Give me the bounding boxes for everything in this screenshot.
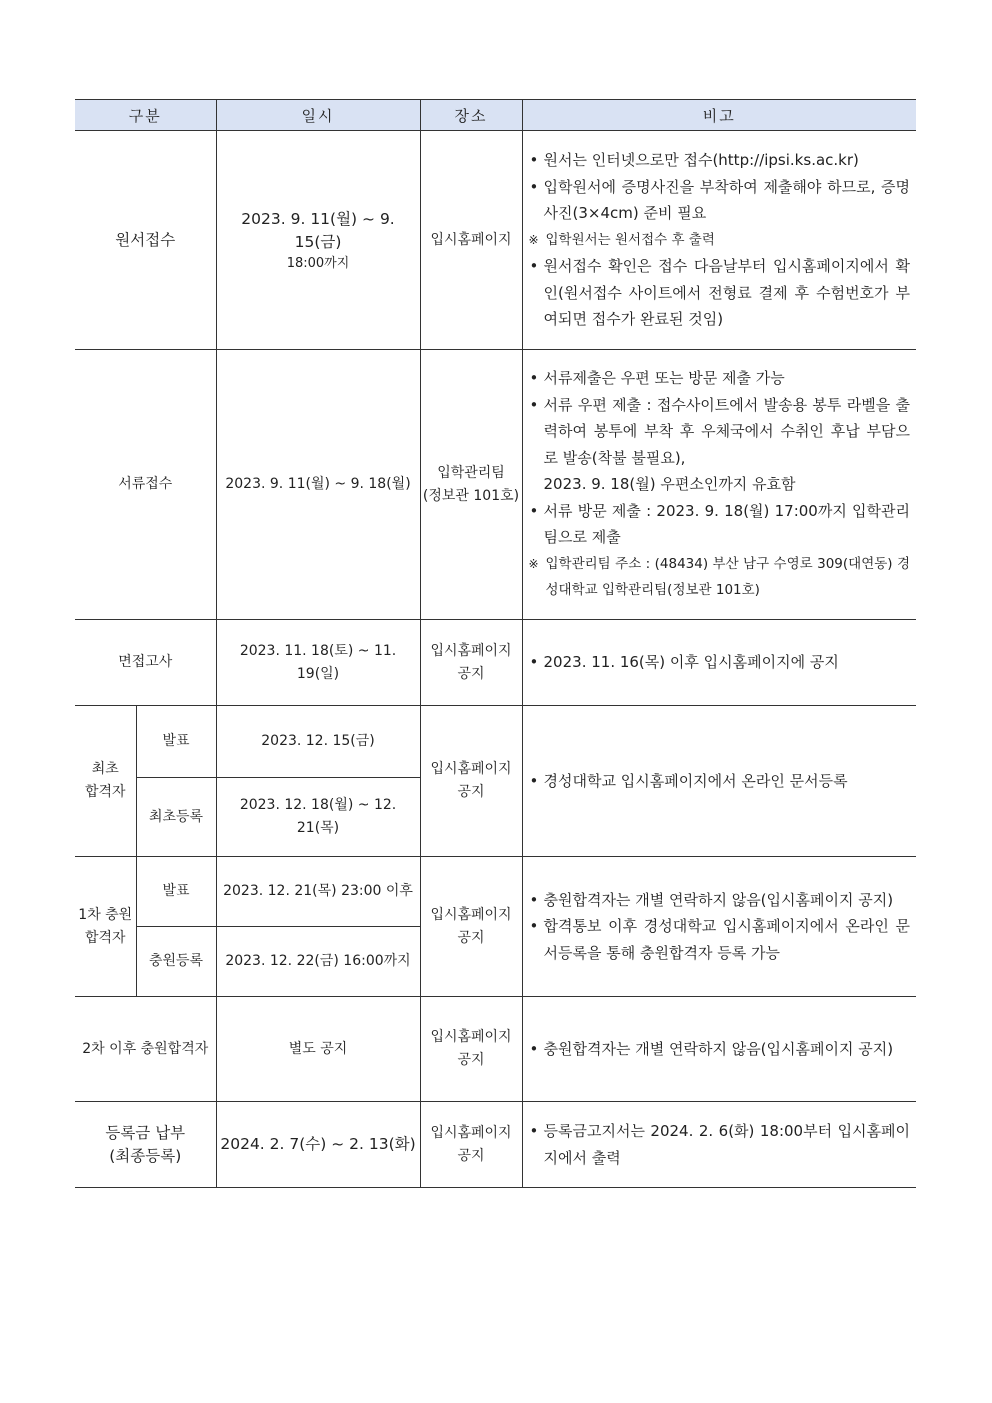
notes-cell	[522, 706, 916, 857]
header-row	[75, 100, 916, 131]
note-item: • 합격통보 이후 경성대학교 입시홈페이지에서 온라인 문서등록을 통해 충원합격자 등록 가능	[529, 913, 911, 966]
place-cell: 입시홈페이지 공지	[420, 1102, 522, 1188]
category-cell: 2차 이후 충원합격자	[75, 997, 216, 1102]
table-row	[75, 997, 916, 1102]
date-cell: 2023. 12. 18(월) ~ 12. 21(목)	[216, 778, 420, 857]
place-cell: 입시홈페이지 공지	[420, 997, 522, 1102]
notes-cell	[522, 131, 916, 350]
table-row	[75, 620, 916, 706]
date-subtext: 18:00까지	[286, 255, 350, 271]
reference-note: ※ 입학관리팀 주소 : (48434) 부산 남구 수영로 309(대연동) 경성대학교 입학관리팀(정보관 101호)	[529, 551, 911, 604]
place-cell: 입시홈페이지	[420, 131, 522, 350]
date-text: 2023. 9. 11(월) ~ 9. 15(금)	[241, 209, 395, 251]
table-row	[75, 706, 916, 778]
admission-schedule-table	[75, 99, 916, 1188]
note-item: • 등록금고지서는 2024. 2. 6(화) 18:00부터 입시홈페이지에서 출력	[529, 1118, 911, 1171]
note-item: • 서류 방문 제출 : 2023. 9. 18(월) 17:00까지 입학관리팀으로 제출	[529, 498, 911, 551]
notes-cell	[522, 1102, 916, 1188]
category-cell: 1차 충원 합격자	[75, 857, 136, 997]
note-item: • 충원합격자는 개별 연락하지 않음(입시홈페이지 공지)	[529, 887, 911, 914]
header-date: 일시	[216, 100, 420, 131]
category-cell: 최초 합격자	[75, 706, 136, 857]
note-item: • 서류 우편 제출 : 접수사이트에서 발송용 봉투 라벨을 출력하여 봉투에 부착 후 우체국에서 수취인 후납 부담으로 발송(착불 불필요), 2023. 9. 18(월) 우편소인까지 유효함	[529, 392, 911, 498]
subcategory-cell: 최초등록	[136, 778, 216, 857]
notes-cell	[522, 997, 916, 1102]
subcategory-cell: 발표	[136, 857, 216, 927]
date-cell: 2024. 2. 7(수) ~ 2. 13(화)	[216, 1102, 420, 1188]
date-cell	[216, 131, 420, 350]
table-row	[75, 350, 916, 620]
table-row	[75, 857, 916, 927]
notes-cell	[522, 620, 916, 706]
date-cell: 2023. 12. 21(목) 23:00 이후	[216, 857, 420, 927]
table-row	[75, 1102, 916, 1188]
place-cell: 입시홈페이지 공지	[420, 706, 522, 857]
place-cell: 입학관리팀 (정보관 101호)	[420, 350, 522, 620]
date-cell: 2023. 11. 18(토) ~ 11. 19(일)	[216, 620, 420, 706]
place-cell: 입시홈페이지 공지	[420, 857, 522, 997]
header-place: 장소	[420, 100, 522, 131]
table-row	[75, 131, 916, 350]
category-cell: 등록금 납부 (최종등록)	[75, 1102, 216, 1188]
subcategory-cell: 발표	[136, 706, 216, 778]
reference-note: ※ 입학원서는 원서접수 후 출력	[529, 227, 911, 254]
note-item: • 입학원서에 증명사진을 부착하여 제출해야 하므로, 증명사진(3×4cm) 준비 필요	[529, 174, 911, 227]
note-item: • 충원합격자는 개별 연락하지 않음(입시홈페이지 공지)	[529, 1036, 911, 1063]
date-cell: 별도 공지	[216, 997, 420, 1102]
note-item: • 서류제출은 우편 또는 방문 제출 가능	[529, 365, 911, 392]
note-item: • 경성대학교 입시홈페이지에서 온라인 문서등록	[529, 768, 911, 795]
subcategory-cell: 충원등록	[136, 927, 216, 997]
note-item: • 2023. 11. 16(목) 이후 입시홈페이지에 공지	[529, 649, 911, 676]
note-item: • 원서는 인터넷으로만 접수(http://ipsi.ks.ac.kr)	[529, 147, 911, 174]
category-cell: 면접고사	[75, 620, 216, 706]
header-notes: 비고	[522, 100, 916, 131]
notes-cell	[522, 857, 916, 997]
date-cell: 2023. 9. 11(월) ~ 9. 18(월)	[216, 350, 420, 620]
header-category: 구분	[75, 100, 216, 131]
notes-cell	[522, 350, 916, 620]
category-cell: 서류접수	[75, 350, 216, 620]
category-cell: 원서접수	[75, 131, 216, 350]
place-cell: 입시홈페이지 공지	[420, 620, 522, 706]
note-item: • 원서접수 확인은 접수 다음날부터 입시홈페이지에서 확인(원서접수 사이트에서 전형료 결제 후 수험번호가 부여되면 접수가 완료된 것임)	[529, 253, 911, 333]
date-cell: 2023. 12. 22(금) 16:00까지	[216, 927, 420, 997]
date-cell: 2023. 12. 15(금)	[216, 706, 420, 778]
